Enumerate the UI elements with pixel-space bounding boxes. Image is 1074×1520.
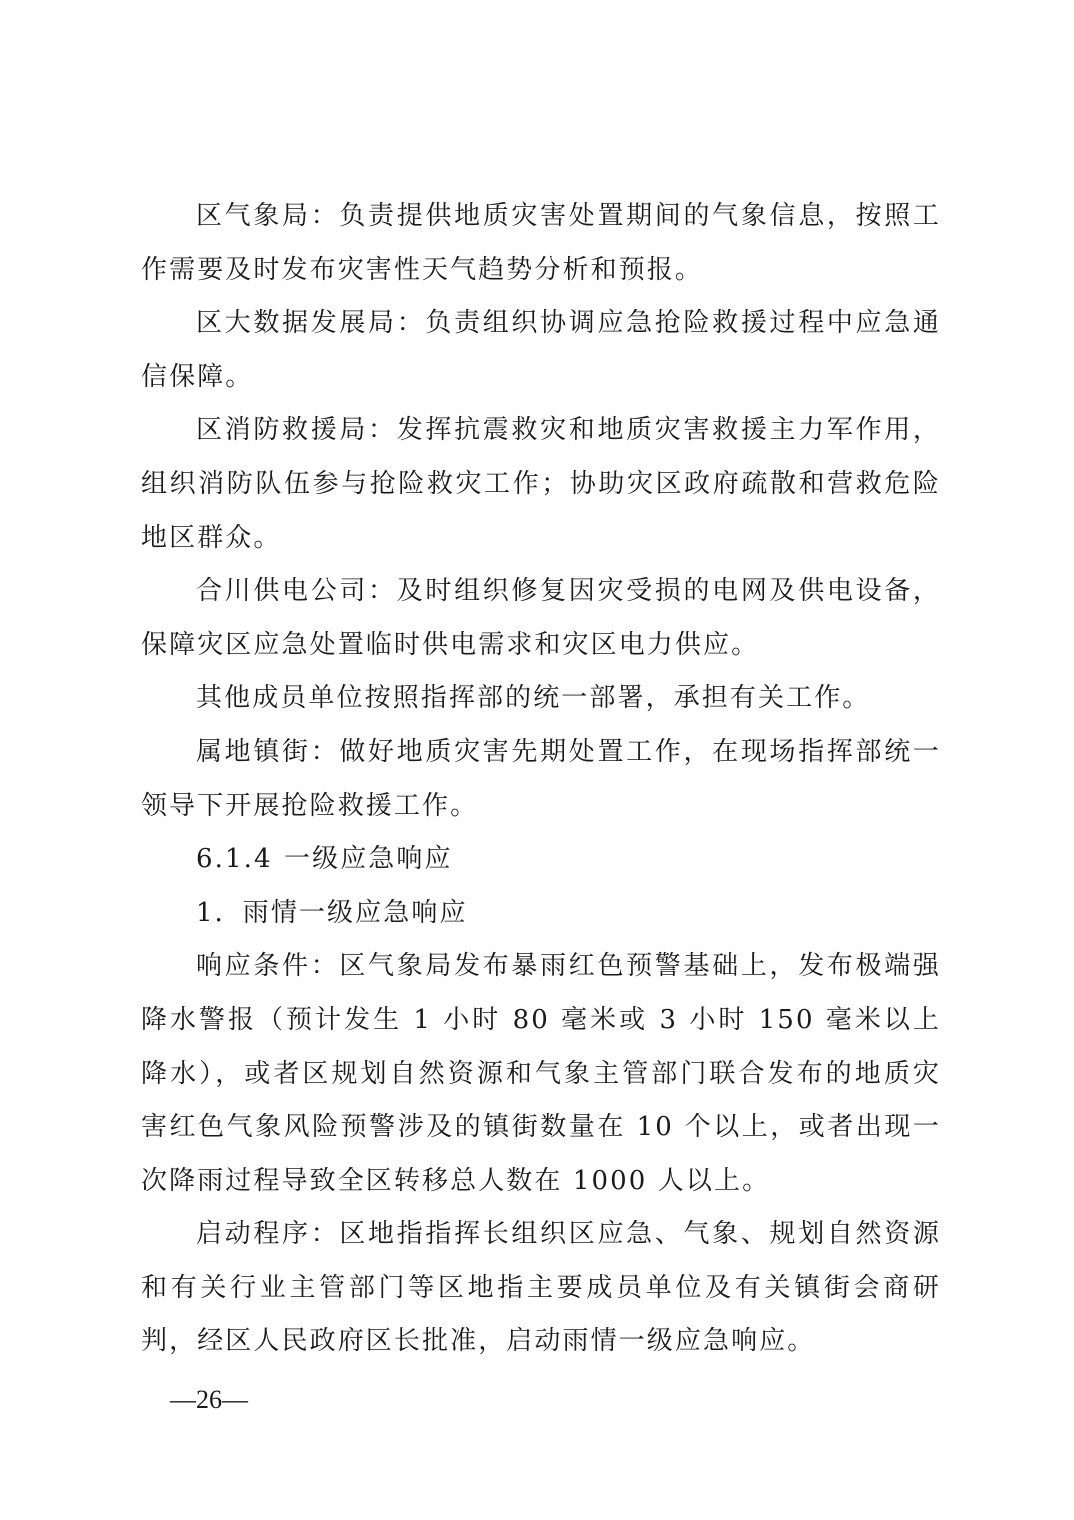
section-heading [141,833,941,887]
paragraph-other-units: 其他成员单位按照指挥部的统一部署，承担有关工作。 [196,683,871,714]
page-body [141,190,941,1369]
subsection-heading: 1．雨情一级应急响应 [196,897,468,928]
paragraph-response-conditions: 响应条件：区气象局发布暴雨红色预警基础上，发布极端强降水警报（预计发生 1 小时 80 毫米或 3 小时 150 毫米以上降水），或者区规划自然资源和气象主管部门联合发布的地质灾害红色气象风险预警涉及的镇街数量在 10 个以上，或者出现一次降雨过程导致全区转移总人数在 1000 人以上。 [141,951,941,1196]
paragraph-power-supply-company: 合川供电公司：及时组织修复因灾受损的电网及供电设备，保障灾区应急处置临时供电需求和灾区电力供应。 [141,576,941,660]
section-number: 6.1.4 [196,844,273,875]
paragraph-big-data-bureau: 区大数据发展局：负责组织协调应急抢险救援过程中应急通信保障。 [141,308,941,392]
paragraph-fire-rescue-bureau: 区消防救援局：发挥抗震救灾和地质灾害救援主力军作用，组织消防队伍参与抢险救灾工作；协助灾区政府疏散和营救危险地区群众。 [141,415,941,553]
paragraph-meteorology-bureau: 区气象局：负责提供地质灾害处置期间的气象信息，按照工作需要及时发布灾害性天气趋势分析和预报。 [141,201,941,285]
paragraph-startup-procedure: 启动程序：区地指指挥长组织区应急、气象、规划自然资源和有关行业主管部门等区地指主要成员单位及有关镇街会商研判，经区人民政府区长批准，启动雨情一级应急响应。 [141,1219,941,1357]
page-number: —26— [170,1385,248,1414]
paragraph-local-towns: 属地镇街：做好地质灾害先期处置工作，在现场指挥部统一领导下开展抢险救援工作。 [141,736,941,821]
section-title: 一级应急响应 [284,844,453,875]
